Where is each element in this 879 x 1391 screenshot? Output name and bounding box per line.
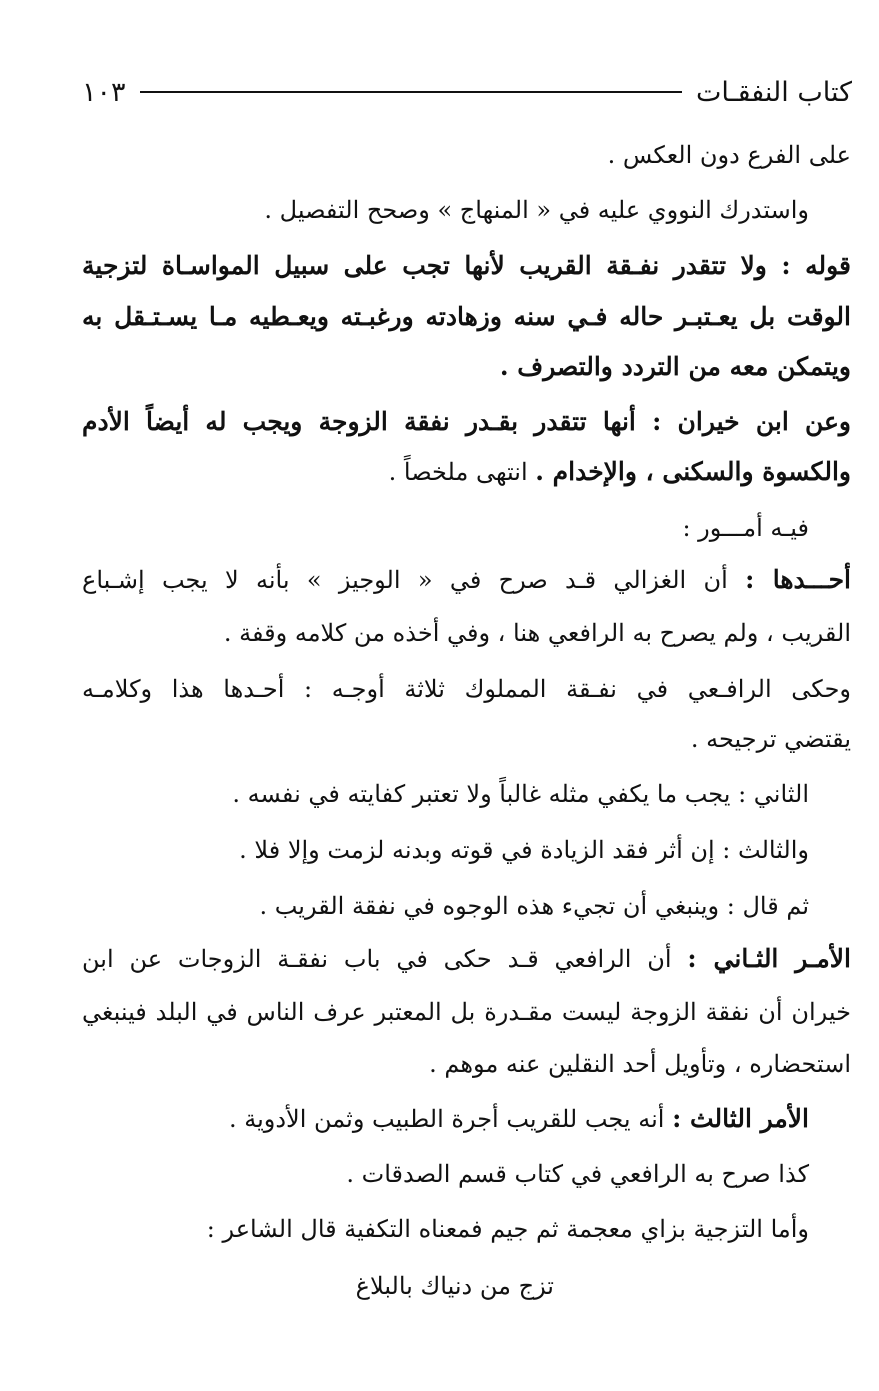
text-line: يقتضي ترجيحه . (690, 725, 851, 753)
text-line: والثالث : إن أثر فقد الزيادة في قوته وبدنه لزمت وإلا فلا . (239, 836, 809, 864)
bold-segment: والكسوة والسكنى ، والإخدام . (535, 457, 851, 486)
text-line: ثم قال : وينبغي أن تجيء هذه الوجوه في نفقة القريب . (259, 892, 809, 920)
text-line (82, 563, 851, 597)
text-line: على الفرع دون العكس . (607, 141, 851, 169)
text-line: الوقت بل يعـتبـر حاله فـي سنه وزهادته ورغبـته ويعـطيه مـا يسـتـقل به (82, 302, 851, 331)
text-segment: أن الرافعي قـد حكى في باب نفقـة الزوجات عن ابن (82, 945, 688, 973)
text-segment: انتهى ملخصاً . (388, 458, 536, 486)
text-line (82, 942, 851, 976)
page-number: ١٠٣ (82, 76, 126, 108)
bold-segment: الأمر الثالث : (672, 1104, 809, 1133)
text-line: كذا صرح به الرافعي في كتاب قسم الصدقات . (346, 1160, 809, 1188)
text-line: ويتمكن معه من التردد والتصرف . (499, 352, 851, 381)
page-header (82, 72, 852, 112)
text-line: وحكى الرافـعي في نفـقة المملوك ثلاثة أوجـه : أحـدها هذا وكلامـه (82, 675, 851, 703)
text-line: القريب ، ولم يصرح به الرافعي هنا ، وفي أخذه من كلامه وقفة . (223, 619, 851, 647)
text-segment: أنه يجب للقريب أجرة الطبيب وثمن الأدوية . (228, 1105, 673, 1133)
bold-segment: الأمـر الثـاني : (687, 944, 851, 973)
text-line: وعن ابن خيران : أنها تتقدر بقـدر نفقة الزوجة ويجب له أيضاً الأدم (82, 407, 851, 436)
text-line: خيران أن نفقة الزوجة ليست مقـدرة بل المعتبر عرف الناس في البلد فينبغي (82, 998, 851, 1026)
text-line (389, 455, 851, 489)
text-line (229, 1102, 809, 1136)
header-rule (140, 91, 683, 93)
text-line: واستدرك النووي عليه في « المنهاج » وصحح التفصيل . (264, 196, 809, 224)
text-line: فيـه أمـــور : (682, 514, 809, 542)
bold-segment: أحـــدها : (745, 565, 851, 594)
text-line: قوله : ولا تتقدر نفـقة القريب لأنها تجب على سبيل المواسـاة لتزجية (82, 251, 851, 280)
verse-line: تزج من دنياك بالبلاغ (355, 1272, 554, 1300)
text-segment: أن الغزالي قـد صرح في « الوجيز » بأنه لا يجب إشـباع (82, 566, 746, 594)
text-line: استحضاره ، وتأويل أحد النقلين عنه موهم . (429, 1050, 851, 1078)
chapter-title: كتاب النفقـات (696, 76, 852, 108)
text-line: الثاني : يجب ما يكفي مثله غالباً ولا تعتبر كفايته في نفسه . (232, 780, 809, 808)
text-line: وأما التزجية بزاي معجمة ثم جيم فمعناه التكفية قال الشاعر : (206, 1215, 809, 1243)
